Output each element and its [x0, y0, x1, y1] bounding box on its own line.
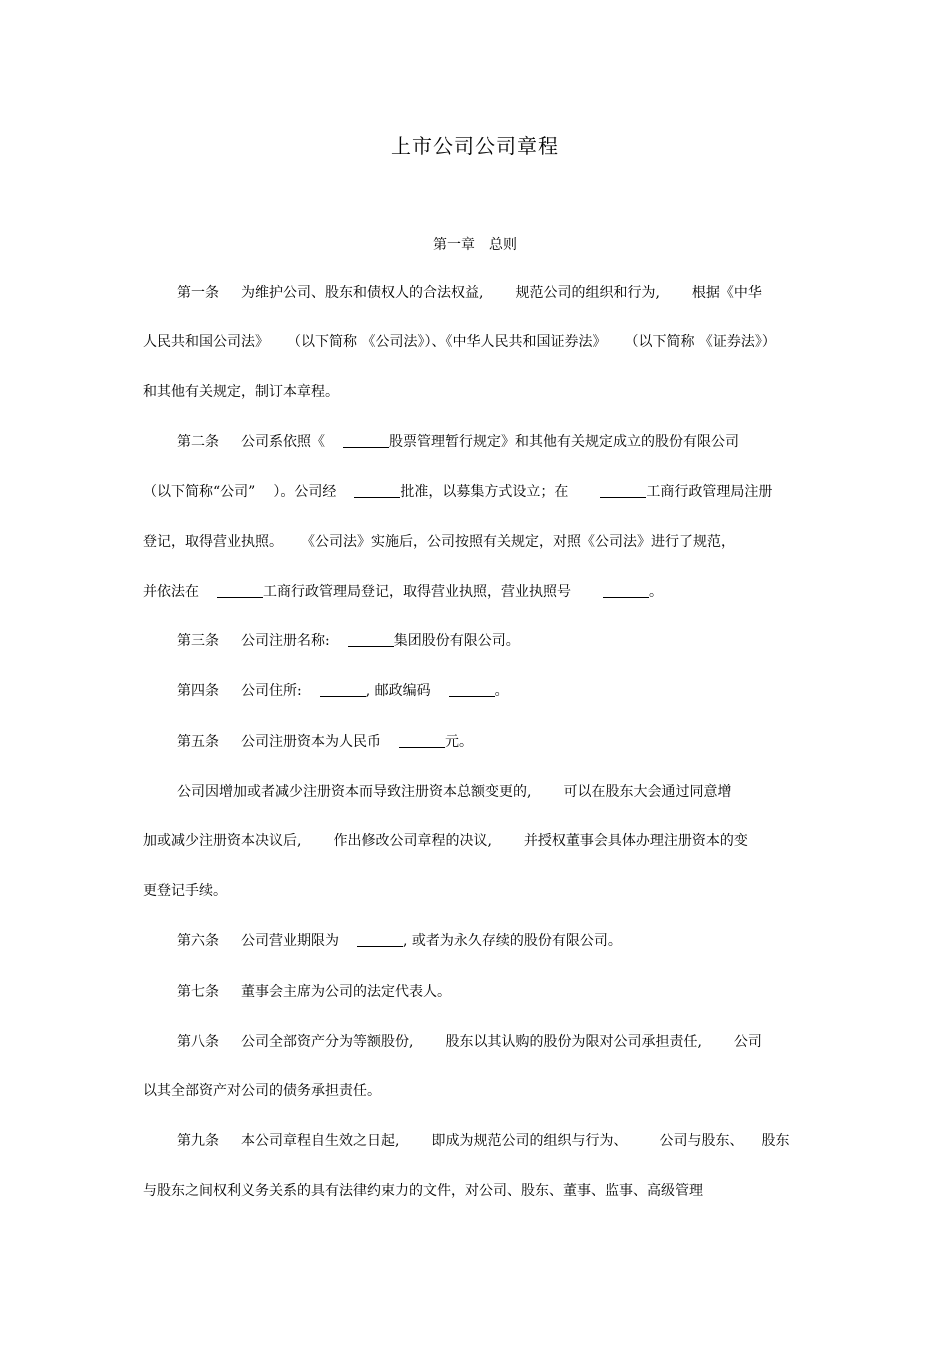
article-label: 第二条 — [177, 434, 219, 450]
article-1-line-2: 人民共和国公司法》 （以下简称 《公司法》）、《中华人民共和国证券法》 （以下简称 《证券法》） — [143, 334, 776, 350]
article-2-line-3: 登记，取得营业执照。 《公司法》实施后，公司按照有关规定，对照《公司法》进行了规范， — [143, 534, 735, 550]
blank-field — [600, 483, 646, 498]
article-label: 第八条 — [177, 1034, 219, 1050]
blank-field — [449, 682, 495, 697]
article-6: 第六条 公司营业期限为 , 或者为永久存续的股份有限公司。 — [177, 933, 622, 949]
article-3: 第三条 公司注册名称: 集团股份有限公司。 — [177, 633, 520, 649]
blank-field — [217, 583, 263, 598]
page-title: 上市公司公司章程 — [391, 134, 559, 158]
paragraph-5-line-3: 更登记手续。 — [143, 883, 227, 899]
article-label: 第六条 — [177, 933, 219, 949]
chapter-heading: 第一章 总则 — [433, 237, 517, 253]
article-8-line-2: 以其全部资产对公司的债务承担责任。 — [143, 1083, 381, 1099]
article-2-line-2: （以下简称“公司” ）。公司经 批准，以募集方式设立；在 工商行政管理局注册 — [143, 484, 773, 500]
article-4: 第四条 公司住所: , 邮政编码 。 — [177, 683, 509, 699]
article-8-line-1: 第八条 公司全部资产分为等额股份, 股东以其认购的股份为限对公司承担责任, 公司 — [177, 1034, 762, 1050]
article-label: 第七条 — [177, 984, 219, 1000]
article-label: 第一条 — [177, 285, 219, 301]
article-label: 第四条 — [177, 683, 219, 699]
blank-field — [357, 932, 403, 947]
article-1-line-1: 第一条 为维护公司、股东和债权人的合法权益, 规范公司的组织和行为, 根据《中华 — [177, 285, 762, 301]
article-7: 第七条 董事会主席为公司的法定代表人。 — [177, 984, 451, 1000]
article-5: 第五条 公司注册资本为人民币 元。 — [177, 734, 473, 750]
blank-field — [348, 632, 394, 647]
article-label: 第三条 — [177, 633, 219, 649]
article-9-line-2: 与股东之间权利义务关系的具有法律约束力的文件，对公司、股东、董事、监事、高级管理 — [143, 1183, 703, 1199]
article-label: 第九条 — [177, 1133, 219, 1149]
article-2-line-1: 第二条 公司系依照《 股票管理暂行规定》和其他有关规定成立的股份有限公司 — [177, 434, 739, 450]
blank-field — [603, 583, 649, 598]
blank-field — [320, 682, 366, 697]
paragraph-5-line-2: 加或减少注册资本决议后, 作出修改公司章程的决议, 并授权董事会具体办理注册资本的变 — [143, 833, 748, 849]
blank-field — [343, 433, 389, 448]
article-9-line-1: 第九条 本公司章程自生效之日起, 即成为规范公司的组织与行为、 公司与股东、 股东 — [177, 1133, 790, 1149]
article-1-line-3: 和其他有关规定，制订本章程。 — [143, 384, 339, 400]
article-2-line-4: 并依法在 工商行政管理局登记，取得营业执照，营业执照号 。 — [143, 584, 663, 600]
article-label: 第五条 — [177, 734, 219, 750]
paragraph-5-line-1: 公司因增加或者减少注册资本而导致注册资本总额变更的, 可以在股东大会通过同意增 — [177, 784, 732, 800]
blank-field — [354, 483, 400, 498]
blank-field — [399, 733, 445, 748]
